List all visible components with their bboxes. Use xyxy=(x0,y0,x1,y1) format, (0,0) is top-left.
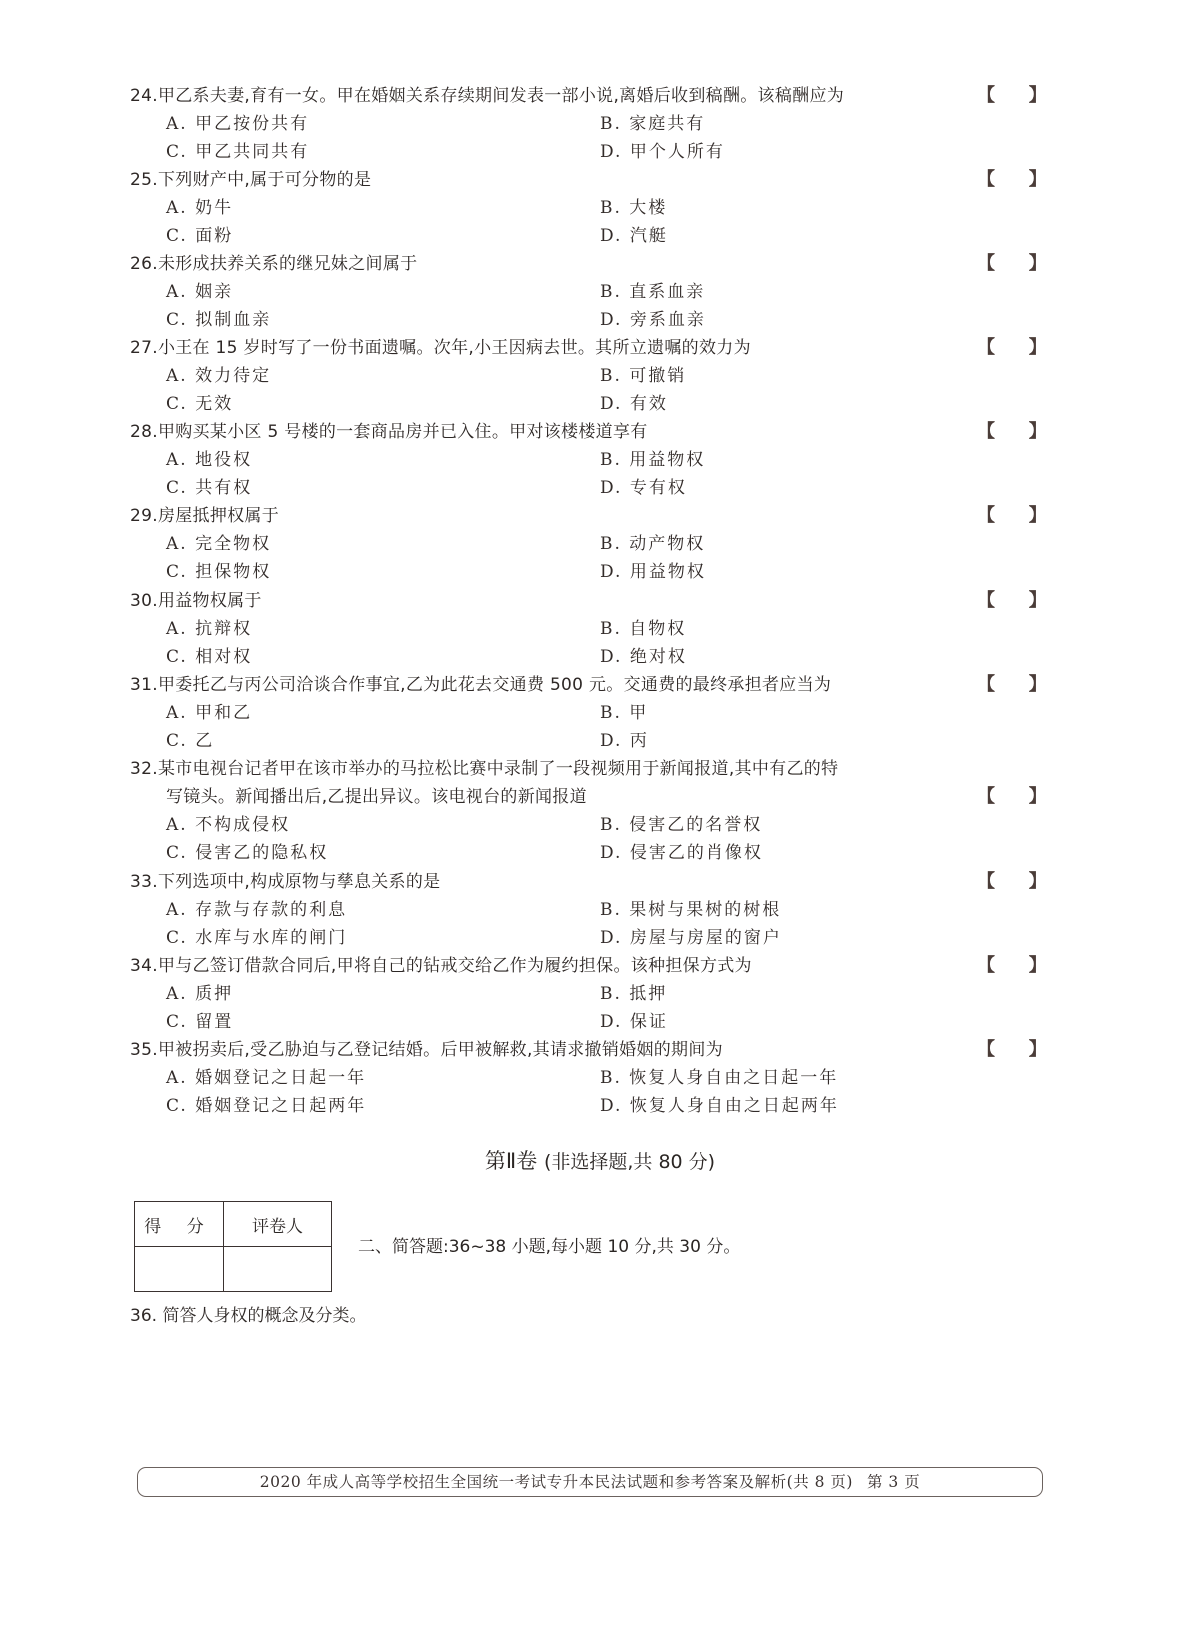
answer-bracket[interactable]: 【 】 xyxy=(977,955,1047,976)
question-stem: 26.未形成扶养关系的继兄妹之间属于 【 】 xyxy=(130,250,1130,278)
question-36: 36. 简答人身权的概念及分类。 xyxy=(130,1306,367,1326)
option-b[interactable]: B. 直系血亲 xyxy=(600,282,706,302)
question-stem-continued: 写镜头。新闻播出后,乙提出异议。该电视台的新闻报道 【 】 xyxy=(130,783,1130,811)
option-d[interactable]: D. 绝对权 xyxy=(600,647,687,667)
answer-bracket[interactable]: 【 】 xyxy=(977,253,1047,274)
question-29 xyxy=(130,502,1130,586)
question-number: 30. xyxy=(130,591,158,611)
question-stem: 27.小王在 15 岁时写了一份书面遗嘱。次年,小王因病去世。其所立遗嘱的效力为 【 】 xyxy=(130,334,1130,362)
option-c[interactable]: C. 婚姻登记之日起两年 xyxy=(166,1096,367,1116)
option-d[interactable]: D. 恢复人身自由之日起两年 xyxy=(600,1096,839,1116)
options xyxy=(130,980,1130,1036)
question-number: 24. xyxy=(130,86,158,106)
option-c[interactable]: C. 留置 xyxy=(166,1012,234,1032)
question-28 xyxy=(130,418,1130,502)
option-d[interactable]: D. 侵害乙的肖像权 xyxy=(600,843,763,863)
question-stem: 35.甲被拐卖后,受乙胁迫与乙登记结婚。后甲被解救,其请求撤销婚姻的期间为 【 】 xyxy=(130,1036,1130,1064)
option-b[interactable]: B. 侵害乙的名誉权 xyxy=(600,815,763,835)
option-d[interactable]: D. 用益物权 xyxy=(600,562,706,582)
question-26 xyxy=(130,250,1130,334)
answer-bracket[interactable]: 【 】 xyxy=(977,786,1047,807)
option-a[interactable]: A. 婚姻登记之日起一年 xyxy=(166,1068,367,1088)
question-number: 33. xyxy=(130,872,158,892)
question-35 xyxy=(130,1036,1130,1120)
question-stem: 24.甲乙系夫妻,育有一女。甲在婚姻关系存续期间发表一部小说,离婚后收到稿酬。该稿酬应为 【 】 xyxy=(130,82,1130,110)
question-stem: 34.甲与乙签订借款合同后,甲将自己的钻戒交给乙作为履约担保。该种担保方式为 【 】 xyxy=(130,952,1130,980)
question-stem: 33.下列选项中,构成原物与孳息关系的是 【 】 xyxy=(130,868,1130,896)
page-footer xyxy=(137,1467,1043,1497)
section-2-title: 第Ⅱ卷 (非选择题,共 80 分) xyxy=(484,1149,716,1173)
score-cell[interactable] xyxy=(135,1247,224,1292)
question-stem: 31.甲委托乙与丙公司洽谈合作事宜,乙为此花去交通费 500 元。交通费的最终承担者应当为 【 】 xyxy=(130,671,1130,699)
options xyxy=(130,110,1130,166)
option-d[interactable]: D. 保证 xyxy=(600,1012,668,1032)
option-a[interactable]: A. 质押 xyxy=(166,984,234,1004)
option-a[interactable]: A. 不构成侵权 xyxy=(166,815,291,835)
option-c[interactable]: C. 相对权 xyxy=(166,647,253,667)
question-number: 31. xyxy=(130,675,158,695)
question-32 xyxy=(130,755,1130,867)
footer-title: 2020 年成人高等学校招生全国统一考试专升本民法试题和参考答案及解析(共 8 页) xyxy=(259,1473,853,1491)
question-33 xyxy=(130,868,1130,952)
option-c[interactable]: C. 无效 xyxy=(166,394,234,414)
score-header: 得 分 xyxy=(135,1202,224,1247)
question-stem: 30.用益物权属于 【 】 xyxy=(130,587,1130,615)
answer-bracket[interactable]: 【 】 xyxy=(977,1039,1047,1060)
section-2-subtitle: (非选择题,共 80 分) xyxy=(543,1151,716,1173)
question-number: 28. xyxy=(130,422,158,442)
question-number: 29. xyxy=(130,506,158,526)
options xyxy=(130,699,1130,755)
question-number: 35. xyxy=(130,1040,158,1060)
question-24 xyxy=(130,82,1130,166)
grader-header: 评卷人 xyxy=(224,1202,332,1247)
page-number: 第 3 页 xyxy=(866,1473,921,1491)
answer-bracket[interactable]: 【 】 xyxy=(977,169,1047,190)
options xyxy=(130,530,1130,586)
option-d[interactable]: D. 有效 xyxy=(600,394,668,414)
options xyxy=(130,615,1130,671)
option-c[interactable]: C. 共有权 xyxy=(166,478,253,498)
option-b[interactable]: B. 抵押 xyxy=(600,984,668,1004)
options xyxy=(130,278,1130,334)
option-d[interactable]: D. 专有权 xyxy=(600,478,687,498)
option-d[interactable]: D. 丙 xyxy=(600,731,649,751)
option-a[interactable]: A. 效力待定 xyxy=(166,366,272,386)
option-c[interactable]: C. 面粉 xyxy=(166,226,234,246)
option-b[interactable]: B. 大楼 xyxy=(600,198,668,218)
option-c[interactable]: C. 担保物权 xyxy=(166,562,272,582)
options xyxy=(130,811,1130,867)
question-number: 32. xyxy=(130,759,158,779)
option-b[interactable]: B. 用益物权 xyxy=(600,450,706,470)
answer-bracket[interactable]: 【 】 xyxy=(977,674,1047,695)
options xyxy=(130,194,1130,250)
option-b[interactable]: B. 动产物权 xyxy=(600,534,706,554)
answer-bracket[interactable]: 【 】 xyxy=(977,505,1047,526)
short-answer-heading: 二、简答题:36~38 小题,每小题 10 分,共 30 分。 xyxy=(358,1237,741,1257)
option-a[interactable]: A. 地役权 xyxy=(166,450,253,470)
options xyxy=(130,362,1130,418)
answer-bracket[interactable]: 【 】 xyxy=(977,590,1047,611)
option-c[interactable]: C. 甲乙共同共有 xyxy=(166,142,310,162)
question-stem: 28.甲购买某小区 5 号楼的一套商品房并已入住。甲对该楼楼道享有 【 】 xyxy=(130,418,1130,446)
option-a[interactable]: A. 存款与存款的利息 xyxy=(166,900,348,920)
question-number: 27. xyxy=(130,338,158,358)
options xyxy=(130,446,1130,502)
option-d[interactable]: D. 旁系血亲 xyxy=(600,310,706,330)
option-a[interactable]: A. 甲乙按份共有 xyxy=(166,114,310,134)
answer-bracket[interactable]: 【 】 xyxy=(977,337,1047,358)
question-31 xyxy=(130,671,1130,755)
answer-bracket[interactable]: 【 】 xyxy=(977,871,1047,892)
option-a[interactable]: A. 抗辩权 xyxy=(166,619,253,639)
option-c[interactable]: C. 拟制血亲 xyxy=(166,310,272,330)
question-number: 34. xyxy=(130,956,158,976)
answer-bracket[interactable]: 【 】 xyxy=(977,85,1047,106)
question-30 xyxy=(130,587,1130,671)
option-c[interactable]: C. 侵害乙的隐私权 xyxy=(166,843,329,863)
option-b[interactable]: B. 甲 xyxy=(600,703,649,723)
question-25 xyxy=(130,166,1130,250)
option-d[interactable]: D. 房屋与房屋的窗户 xyxy=(600,928,782,948)
option-d[interactable]: D. 甲个人所有 xyxy=(600,142,725,162)
option-c[interactable]: C. 水库与水库的闸门 xyxy=(166,928,348,948)
option-d[interactable]: D. 汽艇 xyxy=(600,226,668,246)
question-34 xyxy=(130,952,1130,1036)
option-b[interactable]: B. 果树与果树的树根 xyxy=(600,900,782,920)
question-number: 25. xyxy=(130,170,158,190)
question-stem: 32.某市电视台记者甲在该市举办的马拉松比赛中录制了一段视频用于新闻报道,其中有乙的特 xyxy=(130,759,839,779)
options xyxy=(130,1064,1130,1120)
option-c[interactable]: C. 乙 xyxy=(166,731,215,751)
option-b[interactable]: B. 可撤销 xyxy=(600,366,687,386)
question-27 xyxy=(130,334,1130,418)
option-a[interactable]: A. 姻亲 xyxy=(166,282,234,302)
option-b[interactable]: B. 家庭共有 xyxy=(600,114,706,134)
score-table xyxy=(134,1201,332,1292)
options xyxy=(130,896,1130,952)
option-a[interactable]: A. 完全物权 xyxy=(166,534,272,554)
option-a[interactable]: A. 甲和乙 xyxy=(166,703,253,723)
grader-cell[interactable] xyxy=(224,1247,332,1292)
question-stem: 29.房屋抵押权属于 【 】 xyxy=(130,502,1130,530)
option-a[interactable]: A. 奶牛 xyxy=(166,198,234,218)
option-b[interactable]: B. 自物权 xyxy=(600,619,687,639)
answer-bracket[interactable]: 【 】 xyxy=(977,421,1047,442)
option-b[interactable]: B. 恢复人身自由之日起一年 xyxy=(600,1068,839,1088)
question-number: 26. xyxy=(130,254,158,274)
question-stem: 25.下列财产中,属于可分物的是 【 】 xyxy=(130,166,1130,194)
